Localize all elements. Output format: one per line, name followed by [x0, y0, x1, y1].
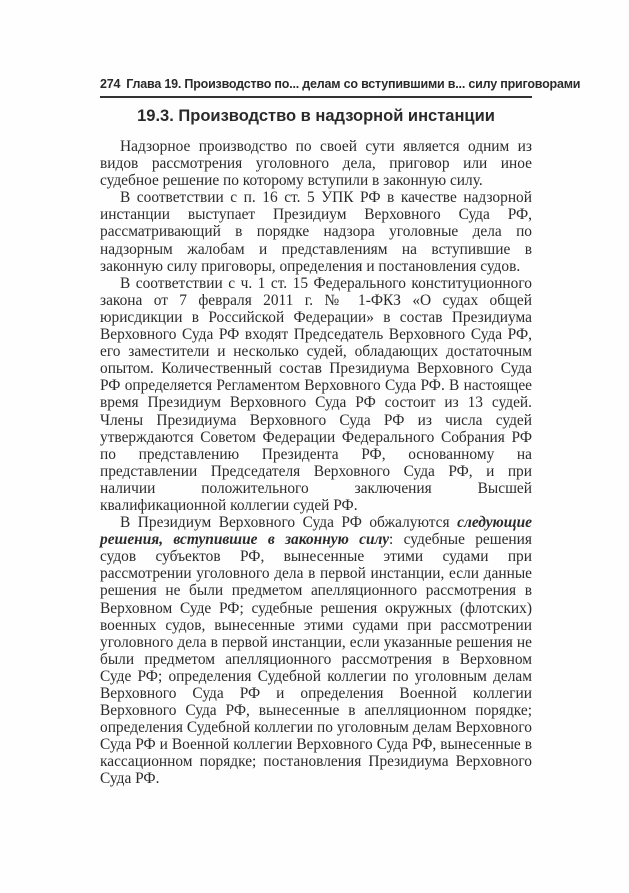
chapter-title: Глава 19. Производство по... делам со вступившими в... силу приговорами: [126, 77, 581, 91]
running-head: [100, 77, 581, 91]
section-title: 19.3. Производство в надзорной инстанции: [137, 107, 495, 125]
page-number: 274: [100, 77, 121, 91]
paragraph: Надзорное производство по своей сути является одним из видов рассмотрения уголовного дела, приговор или иное судебное решение по которому вступили в законную силу.: [100, 138, 532, 190]
paragraph-rest: : судебные решения судов субъектов РФ, вынесенные этими судами при рассмотрении уголовного дела в первой инстанции, если данные решения не были предметом апелляционного рассмотрения в Верховном Суде РФ; судебные решения окружных (флотских) военных судов, вынесенные этими судами при рассмотрении уголовного дела в первой инстанции, если указанные решения не были предметом апелляционного рассмотрения в Верховном Суде РФ; определения Судебной коллегии по уголовным делам Верховного Суда РФ и определения Военной коллегии Верховного Суда РФ, вынесенные в апелляционном порядке; определения Судебной коллегии по уголовным делам Верховного Суда РФ и Военной коллегии Верховного Суда РФ, вынесенные в кассационном порядке; постановления Президиума Верховного Суда РФ.: [100, 531, 532, 788]
paragraph: [100, 514, 532, 788]
body-text: [100, 138, 532, 788]
emphasized-phrase: следующие решения, вступившие в законную силу: [100, 514, 532, 549]
header-rule: [100, 96, 532, 98]
paragraph: В соответствии с ч. 1 ст. 15 Федерального конституционного закона от 7 февраля 2011 г. № 1-ФКЗ «О судах общей юрисдикции в Российской Федерации» в состав Президиума Верховного Суда РФ входят Председатель Верховного Суда РФ, его заместители и несколько судей, обладающих достаточным опытом. Количественный состав Президиума Верховного Суда РФ определяется Регламентом Верховного Суда РФ. В настоящее время Президиум Верховного Суда РФ состоит из 13 судей. Члены Президиума Верховного Суда РФ из числа судей утверждаются Советом Федерации Федерального Собрания РФ по представлению Президента РФ, основанному на представлении Председателя Верховного Суда РФ, и при наличии положительного заключения Высшей квалификационной коллегии судей РФ.: [100, 274, 532, 514]
paragraph-lead: В Президиум Верховного Суда РФ обжалуются: [120, 514, 458, 532]
paragraph: В соответствии с п. 16 ст. 5 УПК РФ в качестве надзорной инстанции выступает Президиум Верховного Суда РФ, рассматривающий в порядке надзора уголовные дела по надзорным жалобам и представлениям на вступившие в законную силу приговоры, определения и постановления судов.: [100, 189, 532, 275]
